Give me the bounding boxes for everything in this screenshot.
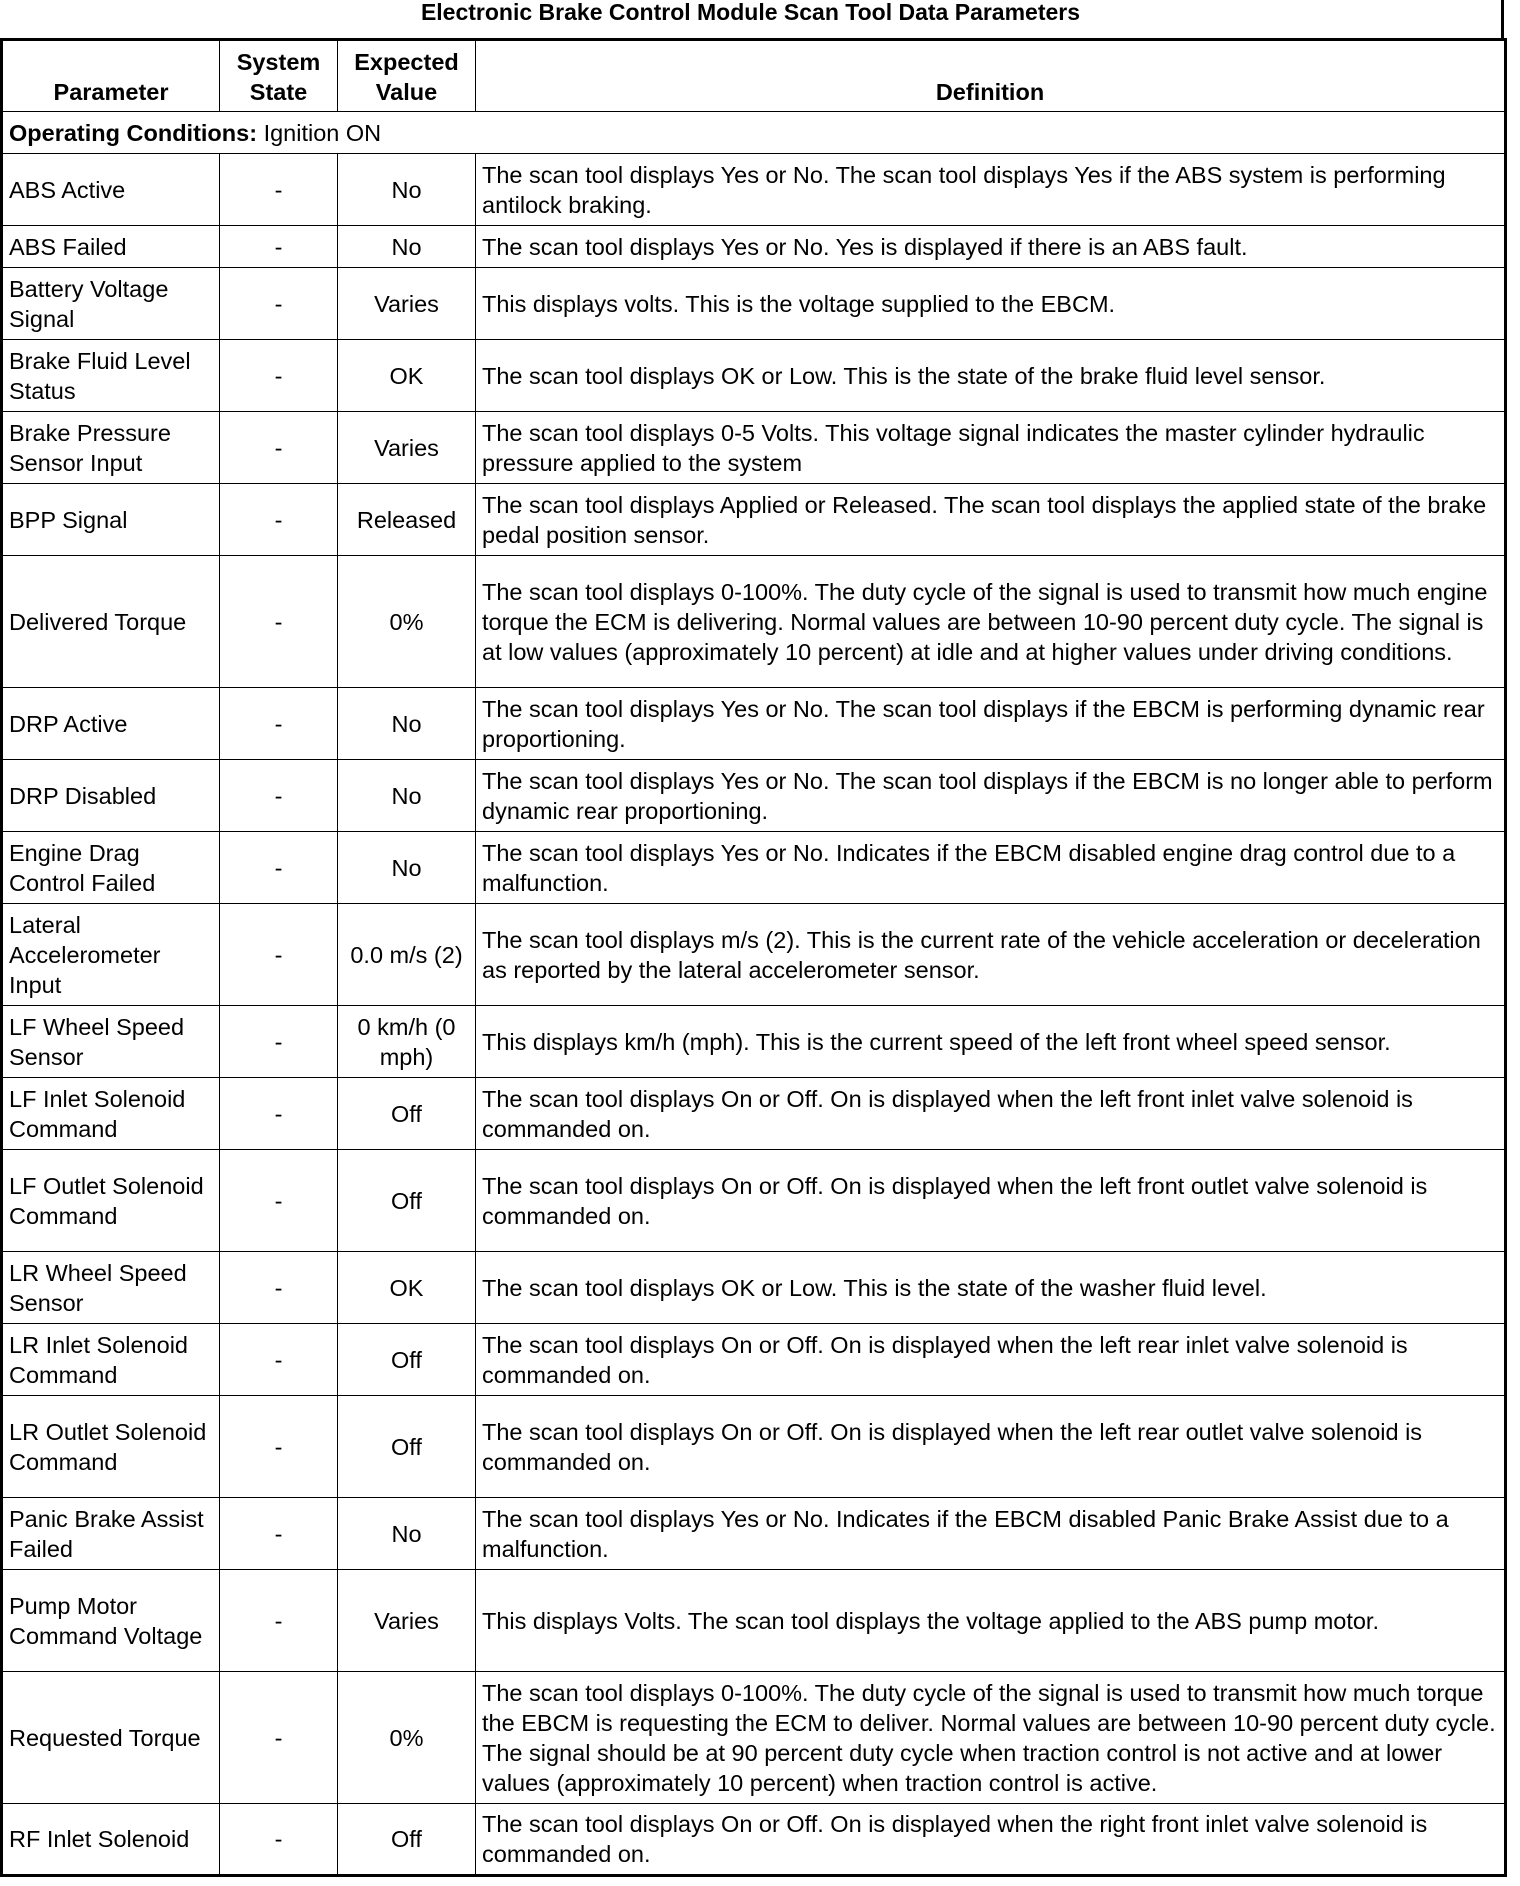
definition-cell: The scan tool displays Applied or Released. The scan tool displays the applied state of the brake pedal position sensor. bbox=[476, 484, 1506, 556]
expected-value-cell: Varies bbox=[338, 268, 476, 340]
expected-value-cell: No bbox=[338, 1498, 476, 1570]
document-title bbox=[0, 0, 1504, 38]
system-state-cell: - bbox=[220, 1672, 338, 1804]
parameter-cell: Requested Torque bbox=[2, 1672, 220, 1804]
definition-cell: The scan tool displays On or Off. On is displayed when the left front inlet valve solenoid is commanded on. bbox=[476, 1078, 1506, 1150]
expected-value-cell: No bbox=[338, 760, 476, 832]
parameter-cell: Brake Fluid Level Status bbox=[2, 340, 220, 412]
system-state-cell: - bbox=[220, 1570, 338, 1672]
parameter-cell: Engine Drag Control Failed bbox=[2, 832, 220, 904]
operating-conditions: Operating Conditions: Ignition ON bbox=[2, 112, 1506, 154]
header-definition: Definition bbox=[476, 40, 1506, 112]
parameter-cell: LF Wheel Speed Sensor bbox=[2, 1006, 220, 1078]
expected-value-cell: 0% bbox=[338, 1672, 476, 1804]
expected-value-cell: Off bbox=[338, 1078, 476, 1150]
system-state-cell: - bbox=[220, 688, 338, 760]
system-state-cell: - bbox=[220, 226, 338, 268]
table-row bbox=[2, 1570, 1506, 1672]
expected-value-cell: Varies bbox=[338, 1570, 476, 1672]
system-state-cell: - bbox=[220, 1150, 338, 1252]
system-state-cell: - bbox=[220, 1252, 338, 1324]
expected-value-cell: Off bbox=[338, 1324, 476, 1396]
definition-cell: The scan tool displays Yes or No. The scan tool displays if the EBCM is performing dynamic rear proportioning. bbox=[476, 688, 1506, 760]
expected-value-cell: No bbox=[338, 832, 476, 904]
definition-cell: This displays volts. This is the voltage supplied to the EBCM. bbox=[476, 268, 1506, 340]
expected-value-cell: Off bbox=[338, 1150, 476, 1252]
system-state-cell: - bbox=[220, 760, 338, 832]
expected-value-cell: No bbox=[338, 688, 476, 760]
table-row bbox=[2, 1498, 1506, 1570]
parameter-cell: BPP Signal bbox=[2, 484, 220, 556]
parameter-cell: LR Outlet Solenoid Command bbox=[2, 1396, 220, 1498]
system-state-cell: - bbox=[220, 904, 338, 1006]
table-row bbox=[2, 226, 1506, 268]
system-state-cell: - bbox=[220, 1324, 338, 1396]
table-row bbox=[2, 1252, 1506, 1324]
definition-cell: The scan tool displays Yes or No. Indicates if the EBCM disabled engine drag control due to a malfunction. bbox=[476, 832, 1506, 904]
system-state-cell: - bbox=[220, 1078, 338, 1150]
parameter-cell: LF Outlet Solenoid Command bbox=[2, 1150, 220, 1252]
expected-value-cell: 0.0 m/s (2) bbox=[338, 904, 476, 1006]
parameter-cell: RF Inlet Solenoid bbox=[2, 1804, 220, 1876]
table-row bbox=[2, 340, 1506, 412]
expected-value-cell: Released bbox=[338, 484, 476, 556]
header-expected-value: Expected Value bbox=[338, 40, 476, 112]
definition-cell: The scan tool displays On or Off. On is displayed when the left rear inlet valve solenoid is commanded on. bbox=[476, 1324, 1506, 1396]
table-row bbox=[2, 268, 1506, 340]
operating-conditions-row bbox=[2, 112, 1506, 154]
expected-value-cell: Varies bbox=[338, 412, 476, 484]
parameter-cell: Pump Motor Command Voltage bbox=[2, 1570, 220, 1672]
definition-cell: The scan tool displays On or Off. On is displayed when the left rear outlet valve solenoid is commanded on. bbox=[476, 1396, 1506, 1498]
parameter-cell: Lateral Accelerometer Input bbox=[2, 904, 220, 1006]
definition-cell: The scan tool displays m/s (2). This is the current rate of the vehicle acceleration or deceleration as reported by the lateral accelerometer sensor. bbox=[476, 904, 1506, 1006]
table-row bbox=[2, 484, 1506, 556]
table-row bbox=[2, 1006, 1506, 1078]
definition-cell: The scan tool displays 0-100%. The duty cycle of the signal is used to transmit how much torque the EBCM is requesting the ECM to deliver. Normal values are between 10-90 percent duty cycle. The signal should be at 90 percent duty cycle when traction control is not active and at lower values (approximately 10 percent) when traction control is active. bbox=[476, 1672, 1506, 1804]
system-state-cell: - bbox=[220, 1498, 338, 1570]
parameter-cell: Panic Brake Assist Failed bbox=[2, 1498, 220, 1570]
system-state-cell: - bbox=[220, 1804, 338, 1876]
table-row bbox=[2, 1396, 1506, 1498]
system-state-cell: - bbox=[220, 412, 338, 484]
table-row bbox=[2, 1078, 1506, 1150]
table-row bbox=[2, 760, 1506, 832]
expected-value-cell: 0% bbox=[338, 556, 476, 688]
parameter-cell: LR Wheel Speed Sensor bbox=[2, 1252, 220, 1324]
table-header-row bbox=[2, 40, 1506, 112]
definition-cell: The scan tool displays 0-5 Volts. This voltage signal indicates the master cylinder hydraulic pressure applied to the system bbox=[476, 412, 1506, 484]
system-state-cell: - bbox=[220, 154, 338, 226]
table-row bbox=[2, 1804, 1506, 1876]
parameter-cell: DRP Disabled bbox=[2, 760, 220, 832]
table-row bbox=[2, 556, 1506, 688]
table-row bbox=[2, 1150, 1506, 1252]
system-state-cell: - bbox=[220, 1396, 338, 1498]
system-state-cell: - bbox=[220, 1006, 338, 1078]
table-row bbox=[2, 1672, 1506, 1804]
definition-cell: The scan tool displays Yes or No. Indicates if the EBCM disabled Panic Brake Assist due to a malfunction. bbox=[476, 1498, 1506, 1570]
table-row bbox=[2, 904, 1506, 1006]
expected-value-cell: No bbox=[338, 226, 476, 268]
definition-cell: The scan tool displays 0-100%. The duty cycle of the signal is used to transmit how much engine torque the ECM is delivering. Normal values are between 10-90 percent duty cycle. The signal is at low values (approximately 10 percent) at idle and at higher values under driving conditions. bbox=[476, 556, 1506, 688]
parameter-cell: ABS Active bbox=[2, 154, 220, 226]
title-text: Electronic Brake Control Module Scan Tool Data Parameters bbox=[420, 0, 1081, 25]
definition-cell: This displays km/h (mph). This is the current speed of the left front wheel speed sensor. bbox=[476, 1006, 1506, 1078]
expected-value-cell: Off bbox=[338, 1396, 476, 1498]
header-parameter: Parameter bbox=[2, 40, 220, 112]
table-row bbox=[2, 832, 1506, 904]
definition-cell: The scan tool displays Yes or No. The scan tool displays Yes if the ABS system is performing antilock braking. bbox=[476, 154, 1506, 226]
system-state-cell: - bbox=[220, 484, 338, 556]
system-state-cell: - bbox=[220, 556, 338, 688]
parameter-cell: Battery Voltage Signal bbox=[2, 268, 220, 340]
parameter-cell: ABS Failed bbox=[2, 226, 220, 268]
expected-value-cell: OK bbox=[338, 1252, 476, 1324]
definition-cell: The scan tool displays Yes or No. The scan tool displays if the EBCM is no longer able to perform dynamic rear proportioning. bbox=[476, 760, 1506, 832]
definition-cell: The scan tool displays On or Off. On is displayed when the left front outlet valve solenoid is commanded on. bbox=[476, 1150, 1506, 1252]
system-state-cell: - bbox=[220, 340, 338, 412]
parameter-cell: LR Inlet Solenoid Command bbox=[2, 1324, 220, 1396]
definition-cell: This displays Volts. The scan tool displays the voltage applied to the ABS pump motor. bbox=[476, 1570, 1506, 1672]
table-row bbox=[2, 688, 1506, 760]
system-state-cell: - bbox=[220, 832, 338, 904]
header-system-state: System State bbox=[220, 40, 338, 112]
expected-value-cell: OK bbox=[338, 340, 476, 412]
table-row bbox=[2, 1324, 1506, 1396]
table-row bbox=[2, 412, 1506, 484]
parameter-cell: Brake Pressure Sensor Input bbox=[2, 412, 220, 484]
definition-cell: The scan tool displays On or Off. On is displayed when the right front inlet valve solenoid is commanded on. bbox=[476, 1804, 1506, 1876]
parameter-cell: DRP Active bbox=[2, 688, 220, 760]
definition-cell: The scan tool displays OK or Low. This is the state of the washer fluid level. bbox=[476, 1252, 1506, 1324]
expected-value-cell: 0 km/h (0 mph) bbox=[338, 1006, 476, 1078]
parameter-cell: Delivered Torque bbox=[2, 556, 220, 688]
parameter-cell: LF Inlet Solenoid Command bbox=[2, 1078, 220, 1150]
table-row bbox=[2, 154, 1506, 226]
system-state-cell: - bbox=[220, 268, 338, 340]
expected-value-cell: Off bbox=[338, 1804, 476, 1876]
definition-cell: The scan tool displays Yes or No. Yes is displayed if there is an ABS fault. bbox=[476, 226, 1506, 268]
expected-value-cell: No bbox=[338, 154, 476, 226]
definition-cell: The scan tool displays OK or Low. This is the state of the brake fluid level sensor. bbox=[476, 340, 1506, 412]
parameters-table bbox=[0, 38, 1507, 1877]
